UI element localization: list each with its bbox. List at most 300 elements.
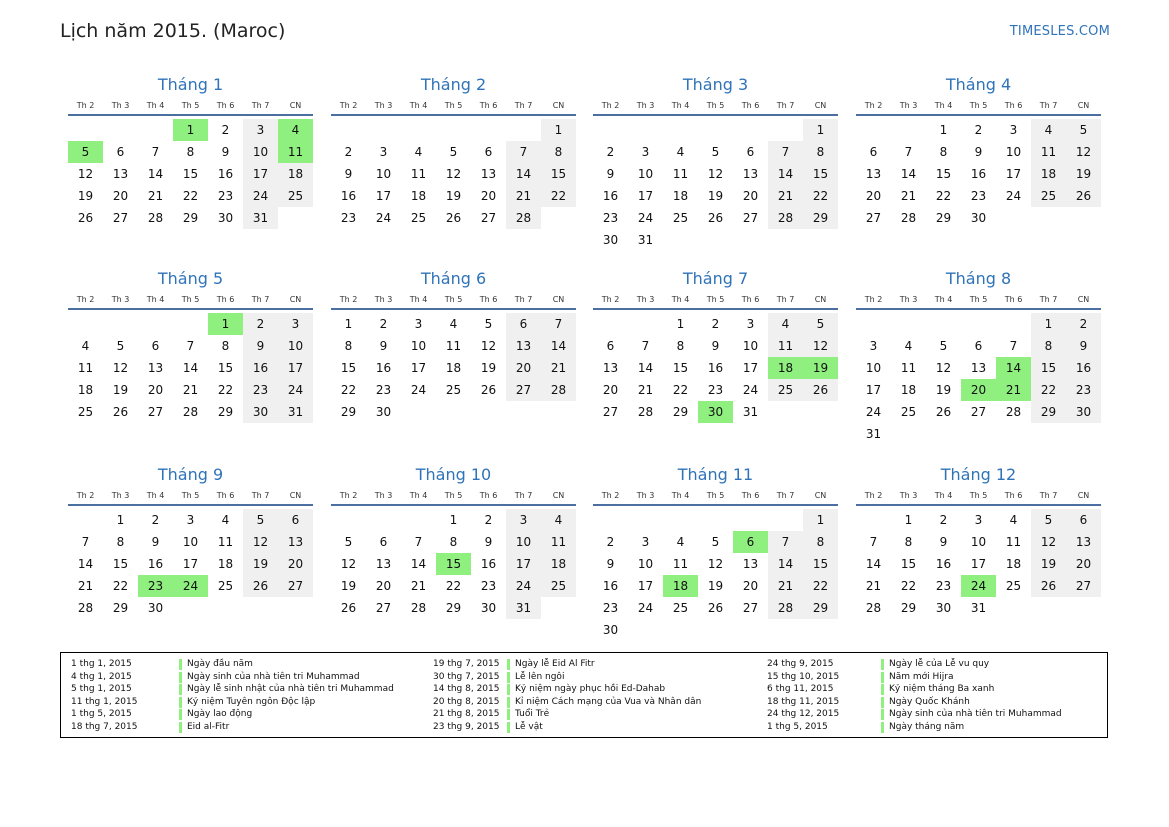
day-cell: 28 (410, 601, 427, 615)
day-cell: 3 (641, 535, 650, 549)
day-cell: 6 (278, 509, 313, 531)
day-cell: 3 (379, 145, 388, 159)
day-cell: 22 (112, 579, 129, 593)
day-cell: 18 (278, 163, 313, 185)
day-cell: 11 (900, 361, 917, 375)
day-cell: 12 (445, 167, 462, 181)
day-cell: 14 (768, 163, 803, 185)
day-cell: 26 (445, 211, 462, 225)
holiday-date: 23 thg 9, 2015 (433, 721, 500, 732)
day-cell: 29 (803, 597, 838, 619)
day-cell: 9 (243, 335, 278, 357)
empty-cell (961, 313, 996, 335)
month-calendar (331, 266, 576, 423)
day-cell: 13 (970, 361, 987, 375)
day-cell: 25 (445, 383, 462, 397)
weekday-label: Th 3 (899, 295, 918, 304)
day-cell: 26 (803, 379, 838, 401)
day-cell: 16 (935, 557, 952, 571)
holiday-date: 15 thg 10, 2015 (767, 671, 840, 682)
day-cell: 20 (278, 553, 313, 575)
day-cell: 24 (375, 211, 392, 225)
weekday-label: Th 7 (776, 101, 795, 110)
day-cell: 5 (344, 535, 353, 549)
month-calendar (856, 72, 1101, 229)
day-cell: 3 (414, 317, 423, 331)
weekday-label: Th 3 (374, 295, 393, 304)
day-cell: 16 (707, 361, 724, 375)
day-grid (68, 116, 313, 229)
day-cell: 15 (1031, 357, 1066, 379)
day-cell: 2 (243, 313, 278, 335)
day-cell: 24 (637, 211, 654, 225)
weekday-label: Th 6 (216, 491, 235, 500)
empty-cell (471, 119, 506, 141)
day-cell: 4 (676, 145, 685, 159)
day-cell: 22 (1031, 379, 1066, 401)
weekday-label: Th 2 (339, 491, 358, 500)
day-cell: 6 (746, 145, 755, 159)
weekday-label: Th 7 (776, 491, 795, 500)
day-cell: 2 (379, 317, 388, 331)
day-cell: 5 (1031, 509, 1066, 531)
day-cell: 8 (186, 145, 195, 159)
day-cell: 25 (768, 379, 803, 401)
day-cell: 28 (1005, 405, 1022, 419)
month-title: Tháng 12 (940, 465, 1017, 484)
holiday-date: 6 thg 11, 2015 (767, 684, 834, 695)
month-title: Tháng 10 (415, 465, 492, 484)
day-cell: 9 (221, 145, 230, 159)
day-cell: 20 (602, 383, 619, 397)
weekday-label: Th 7 (251, 295, 270, 304)
day-cell: 18 (445, 361, 462, 375)
day-cell: 20 (480, 189, 497, 203)
day-cell: 6 (869, 145, 878, 159)
day-cell: 4 (1009, 513, 1018, 527)
holiday-day-cell: 18 (768, 357, 803, 379)
day-cell: 2 (606, 145, 615, 159)
day-cell: 10 (375, 167, 392, 181)
day-cell: 1 (344, 317, 353, 331)
day-cell: 7 (641, 339, 650, 353)
holiday-day-cell: 24 (961, 575, 996, 597)
day-cell: 29 (182, 211, 199, 225)
empty-cell (628, 119, 663, 141)
month-title: Tháng 8 (945, 269, 1012, 288)
day-cell: 25 (672, 211, 689, 225)
day-cell: 28 (900, 211, 917, 225)
holiday-day-cell: 4 (278, 119, 313, 141)
day-cell: 30 (935, 601, 952, 615)
weekday-label: Th 3 (636, 101, 655, 110)
day-cell: 19 (480, 361, 497, 375)
holiday-name: Kỷ niệm tháng Ba xanh (881, 684, 994, 695)
day-cell: 13 (506, 335, 541, 357)
day-cell: 27 (112, 211, 129, 225)
weekday-label: Th 6 (1004, 101, 1023, 110)
empty-cell (733, 119, 768, 141)
weekday-label: Th 7 (1039, 295, 1058, 304)
holiday-name: Ngày Quốc Khánh (881, 697, 970, 708)
empty-cell (628, 313, 663, 335)
day-cell: 15 (803, 163, 838, 185)
day-cell: 16 (375, 361, 392, 375)
empty-cell (891, 313, 926, 335)
day-cell: 2 (711, 317, 720, 331)
day-cell: 31 (865, 427, 882, 441)
day-cell: 28 (865, 601, 882, 615)
day-cell: 21 (865, 579, 882, 593)
day-cell: 8 (221, 339, 230, 353)
day-cell: 20 (865, 189, 882, 203)
weekday-label: Th 2 (601, 491, 620, 500)
day-cell: 10 (637, 167, 654, 181)
day-cell: 7 (81, 535, 90, 549)
day-cell: 22 (182, 189, 199, 203)
day-cell: 8 (904, 535, 913, 549)
weekday-label: Th 7 (514, 491, 533, 500)
holiday-name: Ngày lễ sinh nhật của nhà tiên tri Muhammad (179, 684, 394, 695)
day-cell: 26 (77, 211, 94, 225)
holiday-name: Lễ vật (507, 722, 543, 733)
holiday-day-cell: 19 (803, 357, 838, 379)
weekday-label: Th 5 (969, 101, 988, 110)
day-cell: 4 (768, 313, 803, 335)
empty-cell (996, 313, 1031, 335)
weekday-label: Th 6 (479, 491, 498, 500)
day-cell: 19 (445, 189, 462, 203)
day-cell: 22 (541, 185, 576, 207)
day-cell: 7 (151, 145, 160, 159)
month-title: Tháng 1 (157, 75, 224, 94)
day-cell: 11 (445, 339, 462, 353)
weekday-label: Th 5 (706, 295, 725, 304)
weekday-label: Th 5 (706, 491, 725, 500)
day-cell: 9 (484, 535, 493, 549)
weekday-header (593, 98, 838, 116)
holiday-name: Năm mới Hijra (881, 672, 954, 683)
weekday-header (331, 98, 576, 116)
holiday-date: 5 thg 1, 2015 (71, 684, 132, 695)
day-cell: 14 (182, 361, 199, 375)
day-cell: 25 (900, 405, 917, 419)
weekday-label: Th 2 (339, 101, 358, 110)
weekday-label: CN (814, 295, 827, 304)
day-cell: 23 (602, 211, 619, 225)
day-cell: 17 (506, 553, 541, 575)
month-title: Tháng 6 (420, 269, 487, 288)
day-cell: 13 (742, 167, 759, 181)
weekday-label: Th 2 (76, 295, 95, 304)
day-cell: 6 (974, 339, 983, 353)
day-cell: 3 (869, 339, 878, 353)
day-cell: 30 (970, 211, 987, 225)
holiday-day-cell: 24 (173, 575, 208, 597)
day-cell: 5 (711, 145, 720, 159)
weekday-label: Th 5 (444, 295, 463, 304)
day-cell: 7 (768, 531, 803, 553)
weekday-label: Th 2 (864, 101, 883, 110)
weekday-label: Th 2 (864, 491, 883, 500)
weekday-header (593, 292, 838, 310)
month-calendar (593, 462, 838, 641)
day-cell: 15 (112, 557, 129, 571)
weekday-label: Th 7 (251, 491, 270, 500)
empty-cell (663, 119, 698, 141)
day-cell: 19 (340, 579, 357, 593)
day-cell: 2 (939, 513, 948, 527)
day-grid (856, 116, 1101, 229)
day-cell: 20 (147, 383, 164, 397)
holiday-day-cell: 15 (436, 553, 471, 575)
day-cell: 1 (904, 513, 913, 527)
site-link[interactable]: TIMESLES.COM (1009, 24, 1110, 39)
weekday-label: CN (552, 491, 565, 500)
day-cell: 4 (81, 339, 90, 353)
day-cell: 8 (449, 535, 458, 549)
day-cell: 14 (77, 557, 94, 571)
day-cell: 1 (541, 119, 576, 141)
weekday-label: Th 3 (374, 101, 393, 110)
day-cell: 24 (506, 575, 541, 597)
day-cell: 10 (970, 535, 987, 549)
day-cell: 11 (672, 557, 689, 571)
day-cell: 5 (243, 509, 278, 531)
day-cell: 18 (541, 553, 576, 575)
empty-cell (593, 509, 628, 531)
holiday-name: Kỉ niệm Cách mạng của Vua và Nhân dân (507, 697, 701, 708)
day-cell: 5 (1066, 119, 1101, 141)
weekday-label: Th 4 (146, 101, 165, 110)
weekday-header (68, 488, 313, 506)
day-cell: 29 (445, 601, 462, 615)
day-cell: 9 (606, 167, 615, 181)
day-cell: 7 (1009, 339, 1018, 353)
day-cell: 21 (77, 579, 94, 593)
day-cell: 23 (707, 383, 724, 397)
day-cell: 6 (484, 145, 493, 159)
day-cell: 21 (506, 185, 541, 207)
day-cell: 8 (803, 531, 838, 553)
day-cell: 18 (217, 557, 234, 571)
day-cell: 23 (243, 379, 278, 401)
day-cell: 5 (116, 339, 125, 353)
weekday-label: Th 4 (671, 295, 690, 304)
day-cell: 29 (1031, 401, 1066, 423)
empty-cell (173, 313, 208, 335)
day-cell: 10 (278, 335, 313, 357)
day-cell: 17 (182, 557, 199, 571)
day-cell: 22 (935, 189, 952, 203)
day-cell: 2 (974, 123, 983, 137)
day-grid (856, 310, 1101, 445)
day-cell: 26 (707, 211, 724, 225)
day-cell: 27 (506, 379, 541, 401)
empty-cell (663, 509, 698, 531)
day-cell: 2 (151, 513, 160, 527)
day-cell: 4 (449, 317, 458, 331)
day-cell: 11 (77, 361, 94, 375)
month-calendar (593, 72, 838, 251)
empty-cell (768, 509, 803, 531)
weekday-label: Th 4 (409, 295, 428, 304)
day-grid (331, 506, 576, 619)
weekday-label: Th 5 (444, 491, 463, 500)
day-cell: 21 (637, 383, 654, 397)
day-grid (68, 310, 313, 423)
day-cell: 23 (375, 383, 392, 397)
weekday-header (856, 98, 1101, 116)
weekday-label: Th 6 (479, 295, 498, 304)
holiday-date: 1 thg 5, 2015 (71, 709, 132, 720)
weekday-label: Th 4 (934, 295, 953, 304)
day-cell: 7 (541, 313, 576, 335)
day-cell: 9 (379, 339, 388, 353)
day-cell: 12 (1066, 141, 1101, 163)
holiday-name: Kỷ niệm ngày phục hồi Ed-Dahab (507, 684, 665, 695)
empty-cell (856, 313, 891, 335)
day-cell: 24 (865, 405, 882, 419)
weekday-label: Th 2 (601, 101, 620, 110)
day-cell: 24 (637, 601, 654, 615)
day-cell: 9 (606, 557, 615, 571)
day-cell: 4 (414, 145, 423, 159)
day-cell: 31 (637, 233, 654, 247)
empty-cell (891, 119, 926, 141)
day-cell: 14 (410, 557, 427, 571)
day-cell: 27 (278, 575, 313, 597)
day-cell: 27 (602, 405, 619, 419)
month-title: Tháng 3 (682, 75, 749, 94)
day-cell: 9 (711, 339, 720, 353)
day-cell: 4 (221, 513, 230, 527)
day-cell: 28 (768, 207, 803, 229)
holiday-date: 21 thg 8, 2015 (433, 709, 500, 720)
weekday-label: Th 3 (374, 491, 393, 500)
weekday-label: Th 2 (76, 491, 95, 500)
weekday-label: Th 4 (409, 491, 428, 500)
day-cell: 19 (1066, 163, 1101, 185)
day-cell: 26 (935, 405, 952, 419)
day-grid (856, 506, 1101, 619)
weekday-label: CN (1077, 101, 1090, 110)
day-cell: 30 (602, 233, 619, 247)
empty-cell (68, 509, 103, 531)
day-cell: 2 (221, 123, 230, 137)
day-cell: 12 (243, 531, 278, 553)
day-cell: 29 (803, 207, 838, 229)
day-cell: 8 (939, 145, 948, 159)
day-cell: 12 (1031, 531, 1066, 553)
holiday-day-cell: 21 (996, 379, 1031, 401)
day-cell: 8 (541, 141, 576, 163)
holiday-name: Ngày lễ của Lễ vu quy (881, 659, 989, 670)
day-cell: 3 (974, 513, 983, 527)
day-cell: 23 (217, 189, 234, 203)
day-cell: 2 (344, 145, 353, 159)
empty-cell (68, 119, 103, 141)
day-cell: 18 (410, 189, 427, 203)
day-cell: 16 (243, 357, 278, 379)
day-cell: 26 (1031, 575, 1066, 597)
weekday-label: Th 5 (181, 101, 200, 110)
holiday-day-cell: 6 (733, 531, 768, 553)
month-title: Tháng 7 (682, 269, 749, 288)
day-cell: 27 (147, 405, 164, 419)
day-cell: 22 (445, 579, 462, 593)
holiday-date: 4 thg 1, 2015 (71, 671, 132, 682)
weekday-header (68, 292, 313, 310)
day-cell: 31 (970, 601, 987, 615)
day-cell: 3 (641, 145, 650, 159)
day-cell: 31 (506, 597, 541, 619)
day-cell: 1 (803, 509, 838, 531)
holiday-name: Ngày sinh của nhà tiên tri Muhammad (881, 709, 1062, 720)
day-cell: 20 (742, 189, 759, 203)
month-title: Tháng 4 (945, 75, 1012, 94)
empty-cell (698, 119, 733, 141)
holiday-day-cell: 30 (698, 401, 733, 423)
day-cell: 5 (484, 317, 493, 331)
weekday-label: Th 7 (251, 101, 270, 110)
day-cell: 13 (1066, 531, 1101, 553)
day-cell: 13 (742, 557, 759, 571)
day-cell: 25 (1031, 185, 1066, 207)
holiday-name: Ngày lễ Eid Al Fitr (507, 659, 595, 670)
day-cell: 21 (768, 185, 803, 207)
day-cell: 1 (449, 513, 458, 527)
holiday-day-cell: 1 (208, 313, 243, 335)
day-cell: 21 (768, 575, 803, 597)
day-cell: 21 (410, 579, 427, 593)
day-cell: 11 (217, 535, 234, 549)
weekday-label: Th 6 (1004, 295, 1023, 304)
day-cell: 10 (410, 339, 427, 353)
day-cell: 16 (602, 579, 619, 593)
day-cell: 21 (147, 189, 164, 203)
day-cell: 23 (1066, 379, 1101, 401)
weekday-label: Th 3 (899, 491, 918, 500)
day-cell: 17 (1005, 167, 1022, 181)
day-cell: 11 (672, 167, 689, 181)
day-cell: 2 (606, 535, 615, 549)
day-cell: 25 (217, 579, 234, 593)
day-cell: 26 (707, 601, 724, 615)
month-title: Tháng 9 (157, 465, 224, 484)
day-cell: 8 (803, 141, 838, 163)
month-title: Tháng 11 (677, 465, 754, 484)
day-cell: 17 (865, 383, 882, 397)
day-cell: 29 (112, 601, 129, 615)
day-cell: 3 (186, 513, 195, 527)
holiday-date: 24 thg 9, 2015 (767, 659, 834, 669)
holiday-name: Ngày lao động (179, 709, 252, 720)
day-cell: 18 (1031, 163, 1066, 185)
day-cell: 12 (803, 335, 838, 357)
day-cell: 3 (278, 313, 313, 335)
weekday-label: CN (814, 491, 827, 500)
day-cell: 2 (484, 513, 493, 527)
weekday-label: Th 4 (671, 101, 690, 110)
day-cell: 11 (1031, 141, 1066, 163)
weekday-label: Th 4 (934, 491, 953, 500)
day-cell: 16 (217, 167, 234, 181)
weekday-label: CN (289, 295, 302, 304)
day-cell: 20 (1066, 553, 1101, 575)
day-cell: 30 (217, 211, 234, 225)
holiday-name: Lễ lên ngôi (507, 672, 564, 683)
